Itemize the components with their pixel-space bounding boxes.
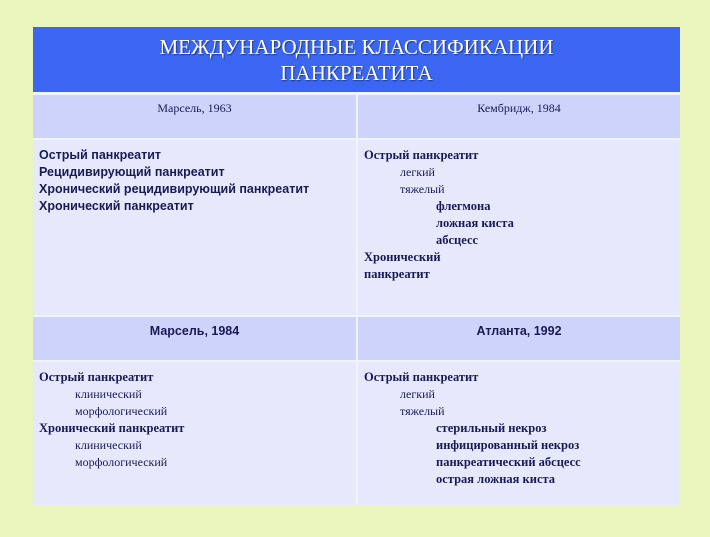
classification-table <box>33 27 680 505</box>
list-item: легкий <box>400 165 435 179</box>
list-item: легкий <box>400 387 435 401</box>
cell-cambridge-1984 <box>358 140 680 315</box>
list-item: Острый панкреатит <box>39 148 162 162</box>
header-marseille-1984: Марсель, 1984 <box>33 317 356 360</box>
list-item: панкреатит <box>364 267 430 281</box>
list-item: Хронический рецидивирующий панкреатит <box>39 182 310 196</box>
header-cambridge-1984: Кембридж, 1984 <box>358 95 680 138</box>
list-item: стерильный некроз <box>436 421 547 435</box>
list-item: морфологический <box>75 455 168 469</box>
list-item: клинический <box>75 387 142 401</box>
list-item: панкреатический абсцесс <box>436 455 581 469</box>
title-line-2: ПАНКРЕАТИТА <box>280 61 433 85</box>
list-item: Острый панкреатит <box>364 148 479 162</box>
cell-marseille-1984 <box>33 362 356 505</box>
list-item: Хронический панкреатит <box>39 199 194 213</box>
list-item: инфицированный некроз <box>436 438 580 452</box>
list-item: Хронический панкреатит <box>39 421 185 435</box>
table-grid <box>33 92 680 505</box>
list-item: Острый панкреатит <box>364 370 479 384</box>
list-item: абсцесс <box>436 233 479 247</box>
list-item: флегмона <box>436 199 491 213</box>
list-item: ложная киста <box>436 216 514 230</box>
slide-title <box>33 27 680 92</box>
list-item: острая ложная киста <box>436 472 556 486</box>
list-item: тяжелый <box>400 404 445 418</box>
list-item: Рецидивирующий панкреатит <box>39 165 225 179</box>
list-item: Хронический <box>364 250 441 264</box>
title-line-1: МЕЖДУНАРОДНЫЕ КЛАССИФИКАЦИИ <box>159 35 554 59</box>
list-item: морфологический <box>75 404 168 418</box>
header-atlanta-1992: Атланта, 1992 <box>358 317 680 360</box>
list-item: клинический <box>75 438 142 452</box>
header-marseille-1963: Марсель, 1963 <box>33 95 356 138</box>
cell-atlanta-1992 <box>358 362 680 505</box>
list-item: Острый панкреатит <box>39 370 154 384</box>
cell-marseille-1963 <box>33 140 356 315</box>
list-item: тяжелый <box>400 182 445 196</box>
